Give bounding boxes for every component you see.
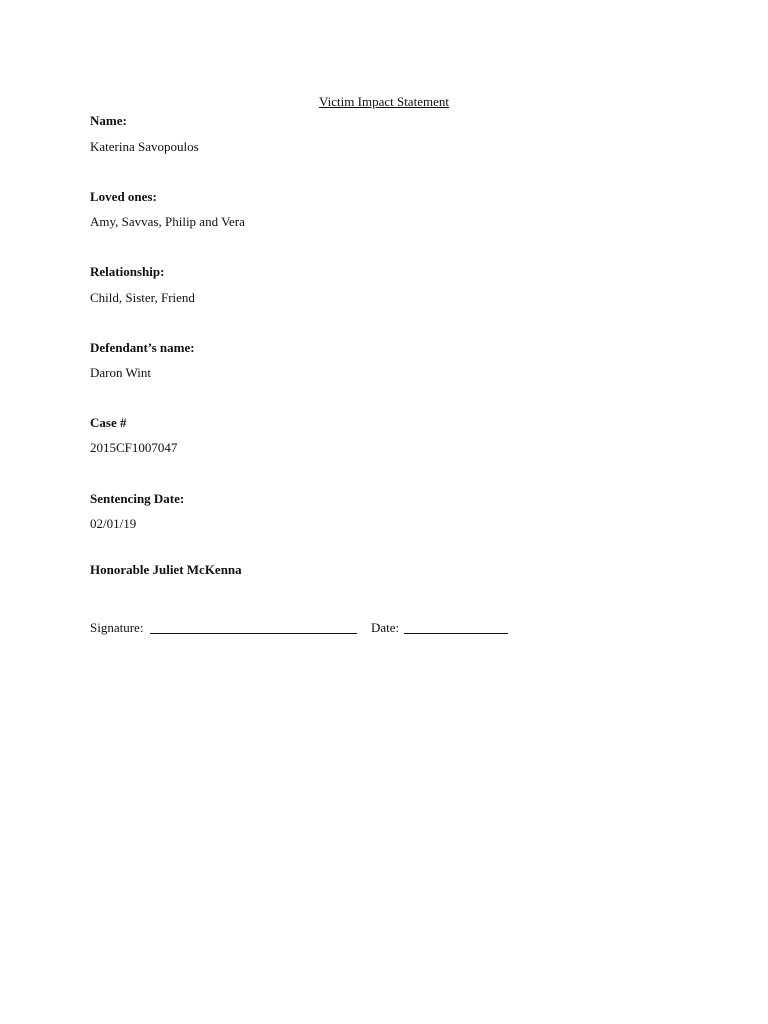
- relationship-label: Relationship:: [90, 264, 165, 279]
- relationship-value: Child, Sister, Friend: [90, 290, 195, 305]
- defendant-name-value: Daron Wint: [90, 365, 151, 380]
- date-line[interactable]: [404, 633, 508, 634]
- sentencing-date-value: 02/01/19: [90, 516, 137, 531]
- case-number-value: 2015CF1007047: [90, 440, 178, 455]
- defendant-name-label: Defendant’s name:: [90, 340, 195, 355]
- sentencing-date-label: Sentencing Date:: [90, 491, 185, 506]
- document-title: Victim Impact Statement: [319, 94, 449, 109]
- judge-name: Honorable Juliet McKenna: [90, 562, 242, 577]
- case-number-label: Case #: [90, 415, 127, 430]
- signature-label: Signature:: [90, 620, 144, 635]
- loved-ones-label: Loved ones:: [90, 189, 157, 204]
- date-label: Date:: [371, 620, 400, 635]
- name-value: Katerina Savopoulos: [90, 139, 199, 154]
- name-label: Name:: [90, 113, 127, 128]
- loved-ones-value: Amy, Savvas, Philip and Vera: [90, 214, 245, 229]
- signature-line[interactable]: [150, 633, 357, 634]
- signature-row: [90, 620, 590, 638]
